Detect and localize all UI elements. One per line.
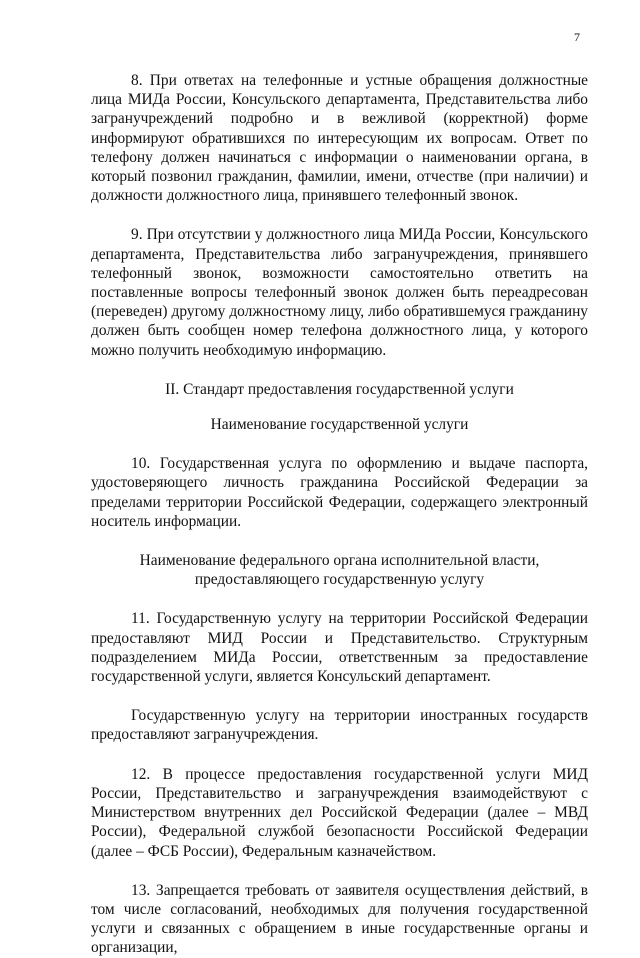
paragraph-13: 13. Запрещается требовать от заявителя осуществления действий, в том числе согласований, необходимых для получения государственной услуги и связанных с обращением в иные государственные органы и организации,	[91, 881, 588, 957]
paragraph-10: 10. Государственная услуга по оформлению и выдаче паспорта, удостоверяющего личность гражданина Российской Федерации за пределами территории Российской Федерации, содержащего электронный носитель информации.	[91, 455, 588, 530]
document-body	[91, 71, 588, 958]
subheading-authority-line-1: Наименование федерального органа исполнительной власти,	[139, 552, 540, 570]
paragraph-9: 9. При отсутствии у должностного лица МИДа России, Консульского департамента, Представительства либо загранучреждения, принявшего телефонный звонок, возможности самостоятельно ответить на поставленные вопросы телефонный звонок должен быть переадресован (переведен) другому должностному лицу, либо обратившемуся гражданину должен быть сообщен номер телефона должностного лица, у которого можно получить необходимую информацию.	[91, 226, 588, 359]
paragraph-11-continued: Государственную услугу на территории иностранных государств предоставляют загранучреждения.	[91, 707, 588, 744]
paragraph-8: 8. При ответах на телефонные и устные обращения должностные лица МИДа России, Консульского департамента, Представительства либо загранучреждений подробно и в вежливой (корректной) форме информируют обратившихся по интересующим их вопросам. Ответ по телефону должен начинаться с информации о наименовании органа, в который позвонил гражданин, фамилии, имени, отчестве (при наличии) и должности должностного лица, принявшего телефонный звонок.	[91, 72, 588, 205]
paragraph-11: 11. Государственную услугу на территории Российской Федерации предоставляют МИД России и Представительство. Структурным подразделением МИДа России, ответственным за предоставление государственной услуги, является Консульский департамент.	[91, 610, 588, 686]
paragraph-12: 12. В процессе предоставления государственной услуги МИД России, Представительство и загранучреждения взаимодействуют с Министерством внутренних дел Российской Федерации (далее – МВД России), Федеральной службой безопасности Российской Федерации (далее – ФСБ России), Федеральным казначейством.	[91, 765, 588, 860]
subheading-authority-line-2: предоставляющего государственную услугу	[194, 571, 485, 589]
page-number: 7	[574, 30, 580, 44]
section-heading: II. Стандарт предоставления государственной услуги	[165, 380, 514, 398]
subheading-service-name: Наименование государственной услуги	[210, 416, 469, 434]
